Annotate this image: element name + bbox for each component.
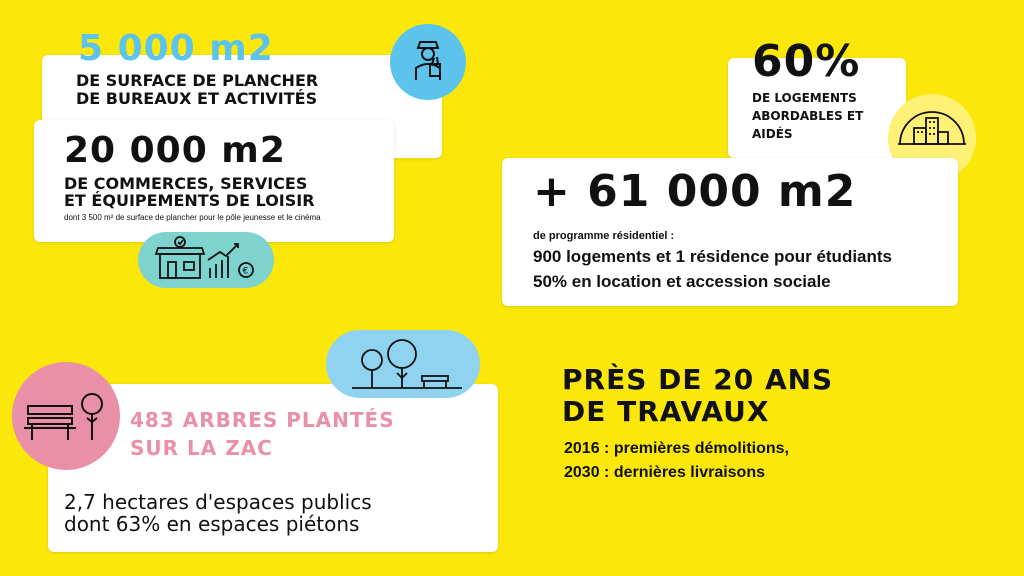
trees-line1: 483 ARBRES PLANTÉS [130,408,395,432]
commerce-line1: DE COMMERCES, SERVICES [64,174,308,193]
bench-icon-badge [12,362,120,470]
offices-figure: 5 000 m2 [78,28,274,69]
trees-detail2: dont 63% en espaces piétons [64,512,360,536]
residential-figure: + 61 000 m2 [533,166,857,217]
park-icon [326,330,480,398]
trees-line2: SUR LA ZAC [130,436,273,460]
works-line2: 2030 : dernières livraisons [564,464,765,481]
works-title1: PRÈS DE 20 ANS [562,363,834,396]
residential-line2: 50% en location et accession sociale [533,272,831,291]
shopper-icon [390,24,466,100]
shopper-icon-badge [390,24,466,100]
trees-detail1: 2,7 hectares d'espaces publics [64,490,372,514]
commerce-figure: 20 000 m2 [64,130,286,171]
shop-icon-badge [138,232,274,288]
residential-line1: 900 logements et 1 résidence pour étudiants [533,247,893,266]
affordable-line1: DE LOGEMENTS [752,91,857,105]
offices-line1: DE SURFACE DE PLANCHER [76,71,319,90]
affordable-line3: AIDÉS [752,127,793,141]
offices-line2: DE BUREAUX ET ACTIVITÉS [76,89,318,108]
bench-tree-icon [12,362,120,470]
works-line1: 2016 : premières démolitions, [564,440,789,457]
svg-text:€: € [242,266,249,277]
works-title2: DE TRAVAUX [562,395,770,428]
affordable-figure: 60% [752,36,861,87]
commerce-line2: ET ÉQUIPEMENTS DE LOISIR [64,191,315,210]
residential-subtitle: de programme résidentiel : [533,230,675,242]
shop-growth-icon [138,232,274,288]
commerce-note: dont 3 500 m² de surface de plancher pour le pôle jeunesse et le cinéma [64,213,321,222]
trees-icon-badge [326,330,480,398]
affordable-line2: ABORDABLES ET [752,109,864,123]
